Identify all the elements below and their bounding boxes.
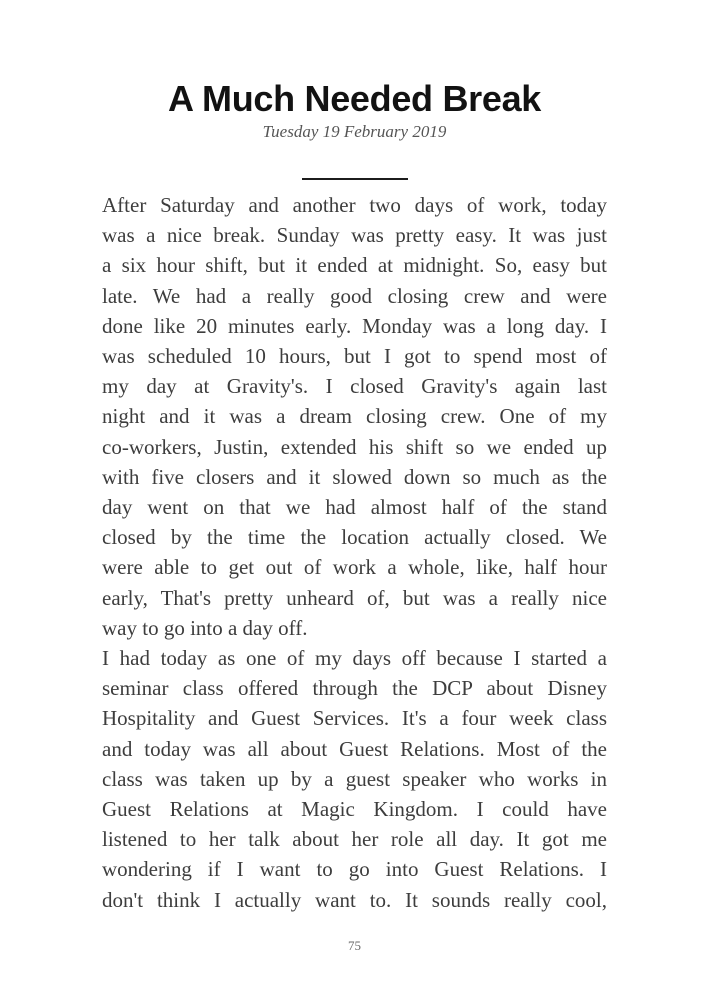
text-line: early, That's pretty unheard of, but was a really nice: [102, 585, 607, 610]
text-line: late. We had a really good closing crew and were: [102, 283, 607, 308]
text-line: was scheduled 10 hours, but I got to spend most of: [102, 344, 607, 369]
text-line: a six hour shift, but it ended at midnight. So, easy but: [102, 253, 607, 278]
entry-date: Tuesday 19 February 2019: [262, 122, 447, 141]
text-line: done like 20 minutes early. Monday was a long day. I: [102, 313, 607, 338]
text-line: day went on that we had almost half of the stand: [102, 495, 607, 520]
entry-title: A Much Needed Break: [167, 78, 542, 119]
text-line: don't think I actually want to. It sounds really cool,: [102, 887, 607, 912]
text-line: was a nice break. Sunday was pretty easy. It was just: [102, 223, 607, 248]
text-line: night and it was a dream closing crew. One of my: [102, 404, 607, 429]
text-line: my day at Gravity's. I closed Gravity's again last: [102, 374, 607, 399]
paragraph: [102, 190, 607, 643]
entry-body: [102, 190, 607, 915]
text-line: co-workers, Justin, extended his shift so we ended up: [102, 434, 607, 459]
text-line: class was taken up by a guest speaker who works in: [102, 766, 607, 791]
text-line: listened to her talk about her role all day. It got me: [102, 827, 607, 852]
text-line: with five closers and it slowed down so much as the: [102, 464, 607, 489]
page-number: 75: [348, 938, 361, 953]
text-line: were able to get out of work a whole, like, half hour: [102, 555, 607, 580]
text-line: Guest Relations at Magic Kingdom. I could have: [102, 797, 607, 822]
text-line: After Saturday and another two days of work, today: [102, 193, 607, 217]
text-line: closed by the time the location actually closed. We: [102, 525, 607, 550]
text-line: I had today as one of my days off because I started a: [102, 646, 607, 671]
text-line: wondering if I want to go into Guest Relations. I: [102, 857, 607, 882]
text-line: Hospitality and Guest Services. It's a four week class: [102, 706, 607, 731]
text-line: seminar class offered through the DCP about Disney: [102, 676, 607, 701]
paragraph: [102, 643, 607, 915]
text-line: way to go into a day off.: [102, 615, 308, 640]
section-divider: [302, 178, 408, 180]
text-line: and today was all about Guest Relations. Most of the: [102, 736, 607, 761]
